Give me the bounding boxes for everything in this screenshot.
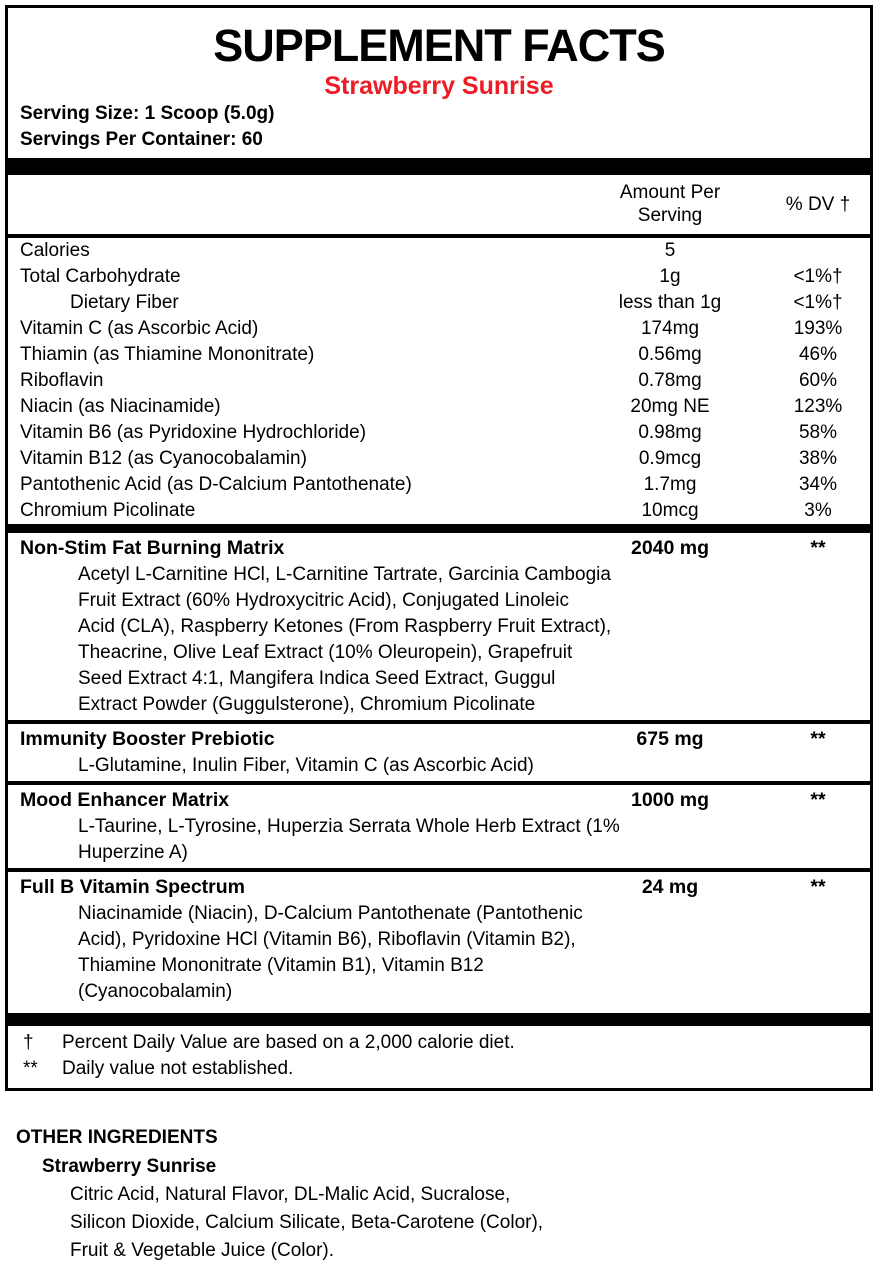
- other-ingredients-flavor: Strawberry Sunrise: [42, 1156, 217, 1178]
- blend-dv: **: [810, 876, 826, 899]
- nutrient-name: Calories: [20, 240, 90, 262]
- other-ingredient-line: Fruit & Vegetable Juice (Color).: [70, 1240, 335, 1262]
- blend-section: [8, 872, 870, 1007]
- footnote-text: Daily value not established.: [62, 1058, 294, 1080]
- blend-section: [8, 724, 870, 781]
- nutrient-rows: [8, 238, 870, 524]
- footnotes: [8, 1026, 870, 1088]
- blend-name: Mood Enhancer Matrix: [20, 789, 230, 812]
- blend-header-row: [8, 872, 870, 901]
- blend-ingredient-line: Seed Extract 4:1, Mangifera Indica Seed Extract, Guggul: [78, 668, 556, 690]
- nutrient-name: Riboflavin: [20, 370, 104, 392]
- flavor-name: Strawberry Sunrise: [324, 72, 554, 101]
- blend-ingredient-line: Acid (CLA), Raspberry Ketones (From Raspberry Fruit Extract),: [78, 616, 612, 638]
- blend-header-row: [8, 785, 870, 814]
- nutrient-dv: 38%: [798, 448, 838, 470]
- nutrient-amount: 174mg: [640, 318, 700, 340]
- blend-amount: 2040 mg: [630, 537, 710, 560]
- servings-per-container: Servings Per Container: 60: [20, 129, 263, 151]
- nutrient-amount: 0.9mcg: [638, 448, 702, 470]
- other-ingredient-line: Silicon Dioxide, Calcium Silicate, Beta-Carotene (Color),: [70, 1212, 544, 1234]
- nutrient-amount: 0.56mg: [638, 344, 702, 366]
- nutrient-dv: 34%: [798, 474, 838, 496]
- blend-amount: 675 mg: [636, 728, 704, 751]
- blend-ingredient-line: L-Glutamine, Inulin Fiber, Vitamin C (as Ascorbic Acid): [78, 755, 534, 777]
- nutrient-amount: 5: [664, 240, 676, 262]
- table-header-row: [8, 175, 870, 238]
- other-ingredients-section: [0, 1125, 878, 1265]
- nutrient-name: Vitamin B12 (as Cyanocobalamin): [20, 448, 307, 470]
- table-row: [8, 368, 870, 394]
- nutrient-amount: 1.7mg: [643, 474, 697, 496]
- nutrient-dv: 193%: [793, 318, 843, 340]
- blend-ingredient-line: Acid), Pyridoxine HCl (Vitamin B6), Riboflavin (Vitamin B2),: [78, 929, 576, 951]
- blend-dv: **: [810, 728, 826, 751]
- blend-section: [8, 785, 870, 868]
- other-ingredients-heading: OTHER INGREDIENTS: [16, 1127, 218, 1149]
- blend-header-row: [8, 724, 870, 753]
- footnote-text: Percent Daily Value are based on a 2,000 calorie diet.: [62, 1032, 515, 1054]
- nutrient-dv: 58%: [798, 422, 838, 444]
- footnote-asterisks: [8, 1056, 870, 1082]
- blend-ingredient-line: Huperzine A): [78, 842, 188, 864]
- blend-amount: 1000 mg: [630, 789, 710, 812]
- nutrient-name: Vitamin B6 (as Pyridoxine Hydrochloride): [20, 422, 367, 444]
- blend-ingredient-line: Theacrine, Olive Leaf Extract (10% Oleuropein), Grapefruit: [78, 642, 573, 664]
- table-row: [8, 420, 870, 446]
- column-header-amount: Amount Per Serving: [619, 182, 721, 227]
- blend-name: Full B Vitamin Spectrum: [20, 876, 246, 899]
- nutrient-amount: 0.78mg: [638, 370, 702, 392]
- blend-section: [8, 533, 870, 720]
- footnote-symbol: †: [23, 1032, 34, 1054]
- footnote-symbol: **: [23, 1058, 38, 1080]
- divider-bar-top: [8, 158, 870, 175]
- serving-size: Serving Size: 1 Scoop (5.0g): [20, 103, 275, 125]
- table-row: [8, 290, 870, 316]
- blend-ingredients: [8, 814, 870, 868]
- blend-ingredients: [8, 901, 870, 1007]
- blend-dv: **: [810, 537, 826, 560]
- nutrient-name: Dietary Fiber: [70, 292, 179, 314]
- blend-ingredient-line: (Cyanocobalamin): [78, 981, 233, 1003]
- blend-ingredient-line: L-Taurine, L-Tyrosine, Huperzia Serrata Whole Herb Extract (1%: [78, 816, 620, 838]
- nutrient-amount: 0.98mg: [638, 422, 702, 444]
- nutrient-name: Chromium Picolinate: [20, 500, 196, 522]
- table-row: [8, 264, 870, 290]
- divider-bar-blends: [8, 524, 870, 533]
- table-row: [8, 342, 870, 368]
- nutrient-dv: 46%: [798, 344, 838, 366]
- blend-ingredients: [8, 753, 870, 781]
- blend-amount: 24 mg: [641, 876, 699, 899]
- table-row: [8, 446, 870, 472]
- nutrient-name: Vitamin C (as Ascorbic Acid): [20, 318, 259, 340]
- nutrient-amount: 1g: [659, 266, 681, 288]
- nutrient-dv: <1%†: [793, 266, 843, 288]
- nutrient-name: Total Carbohydrate: [20, 266, 181, 288]
- blend-ingredient-line: Fruit Extract (60% Hydroxycitric Acid), Conjugated Linoleic: [78, 590, 570, 612]
- other-ingredient-line: Citric Acid, Natural Flavor, DL-Malic Acid, Sucralose,: [70, 1184, 511, 1206]
- blend-dv: **: [810, 789, 826, 812]
- blend-ingredient-line: Niacinamide (Niacin), D-Calcium Pantothenate (Pantothenic: [78, 903, 583, 925]
- nutrient-dv: 3%: [804, 500, 832, 522]
- nutrient-amount: less than 1g: [618, 292, 722, 314]
- blend-ingredient-line: Extract Powder (Guggulsterone), Chromium Picolinate: [78, 694, 536, 716]
- nutrient-dv: 60%: [798, 370, 838, 392]
- table-row: [8, 498, 870, 524]
- blend-ingredients: [8, 562, 870, 720]
- blend-ingredient-line: Acetyl L-Carnitine HCl, L-Carnitine Tartrate, Garcinia Cambogia: [78, 564, 611, 586]
- supplement-facts-panel: [5, 5, 873, 1091]
- table-row: [8, 238, 870, 264]
- nutrient-amount: 20mg NE: [630, 396, 710, 418]
- blend-name: Non-Stim Fat Burning Matrix: [20, 537, 285, 560]
- nutrient-name: Niacin (as Niacinamide): [20, 396, 221, 418]
- footnote-dagger: [8, 1030, 870, 1056]
- nutrient-name: Thiamin (as Thiamine Mononitrate): [20, 344, 315, 366]
- nutrient-name: Pantothenic Acid (as D-Calcium Pantothenate): [20, 474, 412, 496]
- page: [0, 5, 878, 1262]
- nutrient-amount: 10mcg: [641, 500, 699, 522]
- column-header-dv: % DV †: [785, 193, 851, 215]
- nutrient-dv: <1%†: [793, 292, 843, 314]
- blend-name: Immunity Booster Prebiotic: [20, 728, 275, 751]
- nutrient-dv: 123%: [793, 396, 843, 418]
- table-row: [8, 394, 870, 420]
- panel-title: SUPPLEMENT FACTS: [213, 20, 665, 71]
- table-row: [8, 316, 870, 342]
- blend-header-row: [8, 533, 870, 562]
- other-ingredients-list: [0, 1181, 878, 1265]
- blend-ingredient-line: Thiamine Mononitrate (Vitamin B1), Vitamin B12: [78, 955, 484, 977]
- table-row: [8, 472, 870, 498]
- divider-bar-footnotes: [8, 1013, 870, 1026]
